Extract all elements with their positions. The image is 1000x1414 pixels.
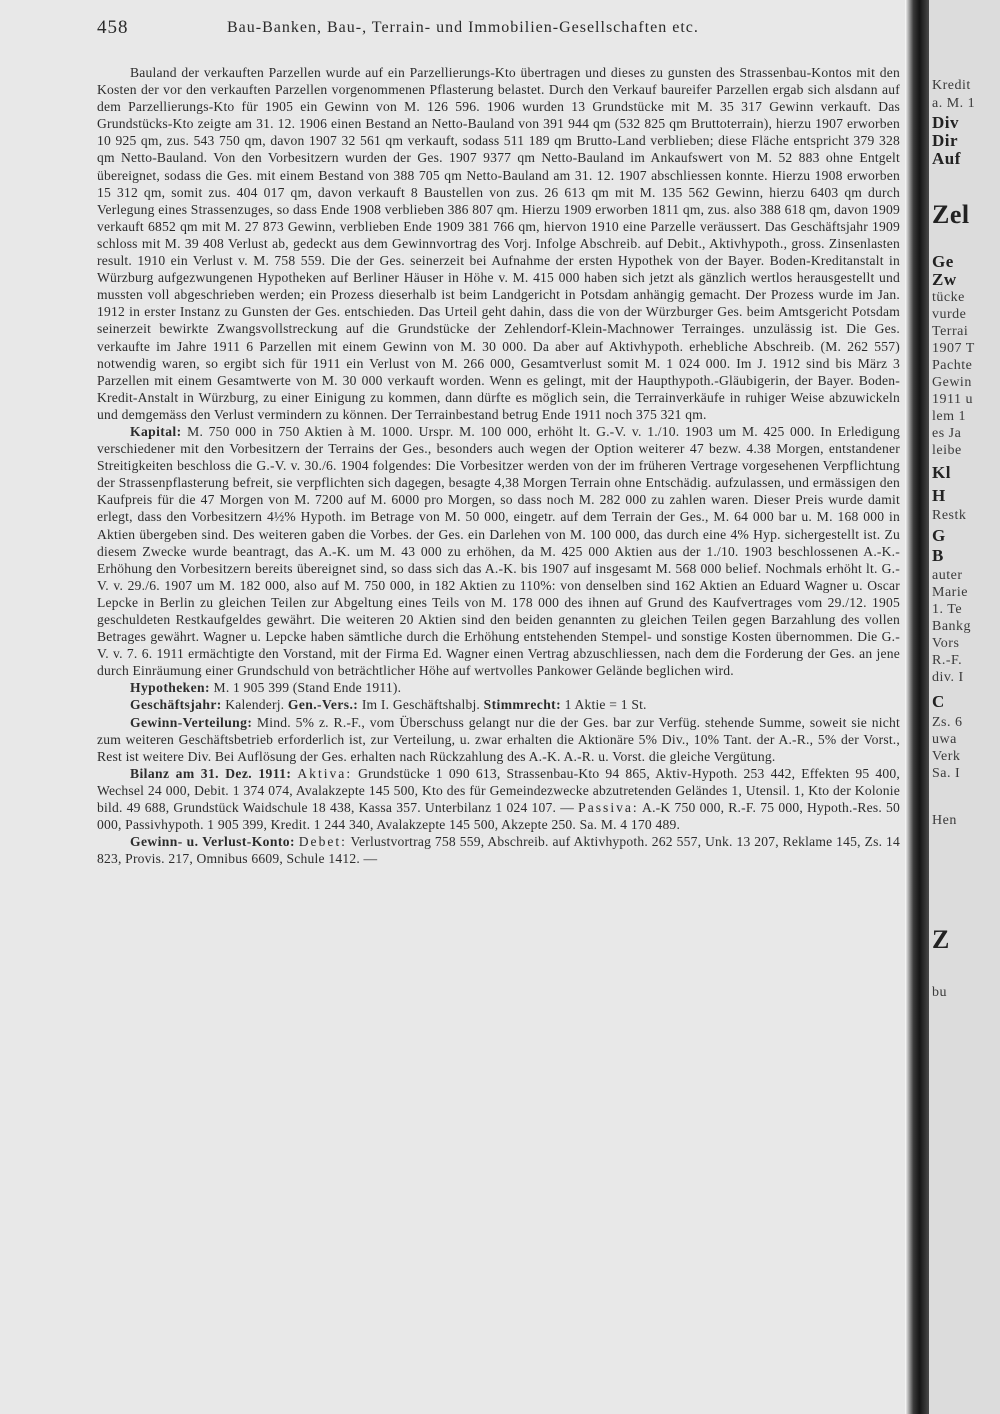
paragraph-geschaeftsjahr	[97, 696, 900, 713]
running-head: Bau-Banken, Bau-, Terrain- und Immobilien-Gesellschaften etc.	[227, 19, 699, 36]
right-fragment: Vors	[932, 636, 960, 651]
paragraph-text: 1 Aktie = 1 St.	[561, 697, 647, 713]
right-fragment: Marie	[932, 585, 968, 600]
paragraph-terrain-history	[97, 64, 900, 423]
right-fragment: 1907 T	[932, 341, 975, 356]
right-fragment: Verk	[932, 749, 961, 764]
right-fragment: B	[932, 546, 944, 565]
paragraph-text: Mind. 5% z. R.-F., vom Überschuss gelangt nur die der Ges. bar zur Verfüg. stehende Summe, soweit sie nicht zum weiteren Geschäftsbetrieb erforderlich ist, zur Verteilung, u. zwar erhalten die Aktionäre 5% Div., 10% Tant. der A.-R., 5% der Vorst., Rest ist weitere Div. Bei Auflösung der Ges. erhalten nach Rückzahlung des A.-K. A.-R. u. Vorst. die gleiche Vergütung.	[97, 714, 900, 764]
paragraph-kapital	[97, 423, 900, 679]
bilanz-label: Bilanz am 31. Dez. 1911:	[130, 765, 292, 781]
right-fragment: Ge	[932, 252, 954, 271]
right-fragment: a. M. 1	[932, 96, 976, 111]
aktiva-label: Aktiva:	[297, 765, 353, 781]
gewinn-verteilung-label: Gewinn-Verteilung:	[130, 714, 253, 730]
right-fragment: Auf	[932, 149, 961, 168]
passiva-label: Passiva:	[578, 800, 639, 816]
right-fragment: Zs. 6	[932, 715, 963, 730]
page-header	[97, 17, 897, 49]
right-fragment: Terrai	[932, 324, 969, 339]
right-fragment: Dir	[932, 131, 959, 150]
right-fragment: div. I	[932, 670, 964, 685]
right-fragment: Zel	[932, 200, 970, 229]
right-fragment: Sa. I	[932, 766, 961, 781]
right-fragment: 1911 u	[932, 392, 973, 407]
right-fragment: R.-F.	[932, 653, 963, 668]
right-fragment: 1. Te	[932, 602, 963, 617]
debet-label: Debet:	[298, 834, 347, 850]
right-page-edge	[929, 0, 1000, 1414]
right-fragment: bu	[932, 985, 947, 1000]
article-body	[97, 64, 900, 867]
right-fragment: Kl	[932, 463, 951, 482]
paragraph-hypotheken	[97, 679, 900, 696]
book-spine-shadow	[905, 0, 929, 1414]
paragraph-bilanz	[97, 765, 900, 833]
paragraph-gewinn-verlust	[97, 833, 900, 867]
right-fragment: tücke	[932, 290, 965, 305]
paragraph-text: Im I. Geschäftshalbj.	[358, 697, 484, 713]
geschaeftsjahr-label: Geschäftsjahr:	[130, 697, 222, 713]
hypotheken-label: Hypotheken:	[130, 680, 210, 696]
stimmrecht-label: Stimmrecht:	[483, 697, 562, 713]
right-fragment: Z	[932, 925, 950, 954]
page-number: 458	[97, 17, 129, 38]
right-fragment: Hen	[932, 813, 957, 828]
paragraph-text: M. 750 000 in 750 Aktien à M. 1000. Urspr. M. 100 000, erhöht lt. G.-V. v. 1./10. 1903 um M. 425 000. In Erledigung verschiedener mit den Vorbesitzern der Terrains der Ges., besonders auch wegen der Option weiterer 47 bezw. 4.38 Morgen, entstandener Streitigkeiten beschloss die G.-V. v. 30./6. 1904 folgendes: Die Vorbesitzer werden von der im früheren Vertrage vorgesehenen Verpflichtung der Strassenpflasterung befreit, sie verpflichten sich dagegen, besagte 4,38 Morgen Terrain ohne Entschädig. aufzulassen, und ermässigen den Kaufpreis für die 47 Morgen von M. 7200 auf M. 6000 pro Morgen, so dass noch M. 282 000 zu zahlen waren. Dieser Preis wurde damit erlegt, dass den Vorbesitzern 4½% Hypoth. im Betrage von M. 50 000, eingetr. auf dem Terrain der Ges., M. 64 000 bar u. M. 168 000 in Aktien übergeben sind. Des weiteren gaben die Vorbes. der Ges. ein Darlehen von M. 100 000, das durch eine 4% Hyp. sichergestellt ist. Zu diesem Zwecke wurde beantragt, das A.-K. um M. 43 000 zu erhöhen, da M. 425 000 Aktien aus der 1./10. 1903 beschlossenen A.-K.-Erhöhung den Vorbesitzern bereits übereignet sind, so dass sich das A.-K. bis 1907 auf insgesamt M. 568 000 belief. Nochmals erhöht lt. G.-V. v. 29./6. 1907 um M. 182 000, also auf M. 750 000, in 182 Aktien zu 110%: von denselben sind 162 Aktien an Eduard Wagner u. Oscar Lepcke in Berlin zu gleichen Teilen zur Abgeltung eines Teils von M. 178 000 des ihnen auf Grund des Kaufvertrages vom 29./12. 1905 geschuldeten Restkaufgeldes gewährt. Die weiteren 20 Aktien sind den beiden genannten zu gleichen Teilen gegen Barzahlung des vollen Betrages gewährt. Wagner u. Lepcke haben sämtliche durch die Erhöhung entstehenden Stempel- und sonstige Kosten übernommen. Die G.-V. v. 7. 6. 1911 ermächtigte den Vorstand, mit der Firma Ed. Wagner einen Vertrag abzuschliessen, nach dem die Forderung der Ges. an jene durch Einräumung einer Grundschuld von beträchtlicher Höhe auf wertvolles Pankower Gelände beglichen wird.	[97, 423, 900, 679]
right-fragment: Pachte	[932, 358, 973, 373]
right-fragment: Bankg	[932, 619, 972, 634]
paragraph-gewinn-verteilung	[97, 714, 900, 765]
right-fragment: uwa	[932, 732, 957, 747]
right-fragment: Kredit	[932, 78, 971, 93]
paragraph-text: A.-K 750 000, R.-F. 75 000, Hypoth.-Res. 50 000, Passivhypoth. 1 905 399, Kredit. 1 244 340, Avalakzepte 145 500, Akzepte 250. Sa. M. 4 170 489.	[97, 800, 901, 833]
paragraph-text: M. 1 905 399 (Stand Ende 1911).	[209, 680, 402, 696]
paragraph-text: Kalenderj.	[221, 697, 288, 713]
kapital-label: Kapital:	[130, 423, 182, 439]
right-fragment: es Ja	[932, 426, 962, 441]
paragraph-text: Verlustvortrag 758 559, Abschreib. auf Aktivhypoth. 262 557, Unk. 13 207, Reklame 145, Zs. 14 823, Provis. 217, Omnibus 6609, Schule 1412. —	[97, 834, 900, 867]
right-fragment: auter	[932, 568, 963, 583]
gewinn-verlust-label: Gewinn- u. Verlust-Konto:	[130, 834, 295, 850]
gen-vers-label: Gen.-Vers.:	[287, 697, 359, 713]
right-fragment: Zw	[932, 270, 957, 289]
paragraph-text: Grundstücke 1 090 613, Strassenbau-Kto 94 865, Aktiv-Hypoth. 253 442, Effekten 95 400, Wechsel 24 000, Debit. 1 374 074, Avalakzepte 145 500, Kto des für Gemeindezwecke abzutretenden Geländes 1, Utensil. 1, Kto der Kolonie bild. 49 688, Grundstück Waidschule 18 438, Kassa 357. Unterbilanz 1 024 107. —	[97, 765, 900, 816]
right-fragment: Gewin	[932, 375, 972, 390]
right-fragment: Restk	[932, 508, 967, 523]
paragraph-text: Bauland der verkauften Parzellen wurde auf ein Parzellierungs-Kto übertragen und dieses zu gunsten des Strassenbau-Kontos mit den Kosten der vor den verkauften Parzellen vorgenommenen Pflasterung belastet. Durch den Verkauf baureifer Parzellen ergab sich alsdann auf dem Parzellierungs-Kto für 1905 ein Gewinn von M. 126 596. 1906 wurden 13 Grundstücke mit M. 35 317 Gewinn verkauft. Das Grundstücks-Kto zeigte am 31. 12. 1906 einen Bestand an Netto-Bauland von 391 944 qm (532 825 qm Bruttoterrain), hierzu 1907 erworben 10 925 qm, zus. 543 750 qm, davon 1907 32 561 qm verkauft, sodass 511 189 qm Brutto-Land verblieben; diese Fläche entspricht 379 328 qm Netto-Bauland. Von den Vorbesitzern wurden der Ges. 1907 9377 qm Netto-Bauland im Ankaufswert von M. 52 883 ohne Entgelt übereignet, sodass die Ges. mit einem Bestand von 388 705 qm Netto-Bauland am 31. 12. 1907 abschliessen konnte. Hierzu 1908 erworben 15 312 qm, somit zus. 404 017 qm, davon verkauft 8 Baustellen von zus. 26 613 qm mit M. 135 562 Gewinn, hierzu 6403 qm durch Verlegung eines Strassenzuges, so dass Ende 1908 verblieben 386 807 qm. Hierzu 1909 erworben 1811 qm, zus. also 388 618 qm, davon 1909 verkauft 6852 qm mit M. 27 873 Gewinn, verblieben Ende 1909 381 766 qm, hiervon 1910 eine Parzelle veräussert. Das Geschäftsjahr 1909 schloss mit M. 39 408 Verlust ab, gedeckt aus dem Gewinnvortrag des Vorj. Infolge Abschreib. auf Debit., Aktivhypoth., gross. Zinsenlasten result. 1910 ein Verlust v. M. 758 559. Die der Ges. seinerzeit bei Aufnahme der ersten Hypothek von der Bayer. Boden-Kreditanstalt in Würzburg aufgezwungenen Hypotheken auf Berliner Häuser in Höhe v. M. 415 000 haben sich jetzt als gänzlich wertlos herausgestellt und mussten voll abgeschrieben werden; ein Prozess dieserhalb ist beim Landgericht in Potsdam anhängig gemacht. Der Prozess wurde im Jan. 1912 in erster Instanz zu Gunsten der Ges. entschieden. Das Urteil geht dahin, dass die von der Würzburger Ges. beim Amtsgericht Potsdam seinerzeit bewirkte Zwangsvollstreckung auf die Grundstücke der Zehlendorf-Klein-Machnower Terrainges. unzulässig ist. Die Ges. verkaufte im Jahre 1911 6 Parzellen mit einem Gewinn von M. 30 000. Da aber auf Aktivhypoth. erhebliche Abschreib. (M. 262 557) notwendig waren, so ergibt sich für 1911 ein Verlust von M. 266 000, Gesamtverlust somit M. 1 024 000. Im J. 1912 sind bis März 3 Parzellen mit einem Gesamtwerte von M. 30 000 verkauft worden. Wenn es gelingt, mit der Haupthypoth.-Gläubigerin, der Bayer. Boden-Kredit-Anstalt in Würzburg, zu einer Einigung zu kommen, dann dürfte es möglich sein, die Terrainverkäufe in ruhiger Weise abzuwickeln und demgemäss den Verlust vermindern zu können. Der Terrainbestand betrug Ende 1911 noch 375 321 qm.	[97, 65, 900, 422]
right-fragment: H	[932, 486, 946, 505]
right-fragment: C	[932, 692, 945, 711]
right-fragment: lem 1	[932, 409, 966, 424]
right-fragment: Div	[932, 113, 959, 132]
right-fragment: vurde	[932, 307, 967, 322]
right-fragment: G	[932, 526, 946, 545]
right-fragment: leibe	[932, 443, 962, 458]
